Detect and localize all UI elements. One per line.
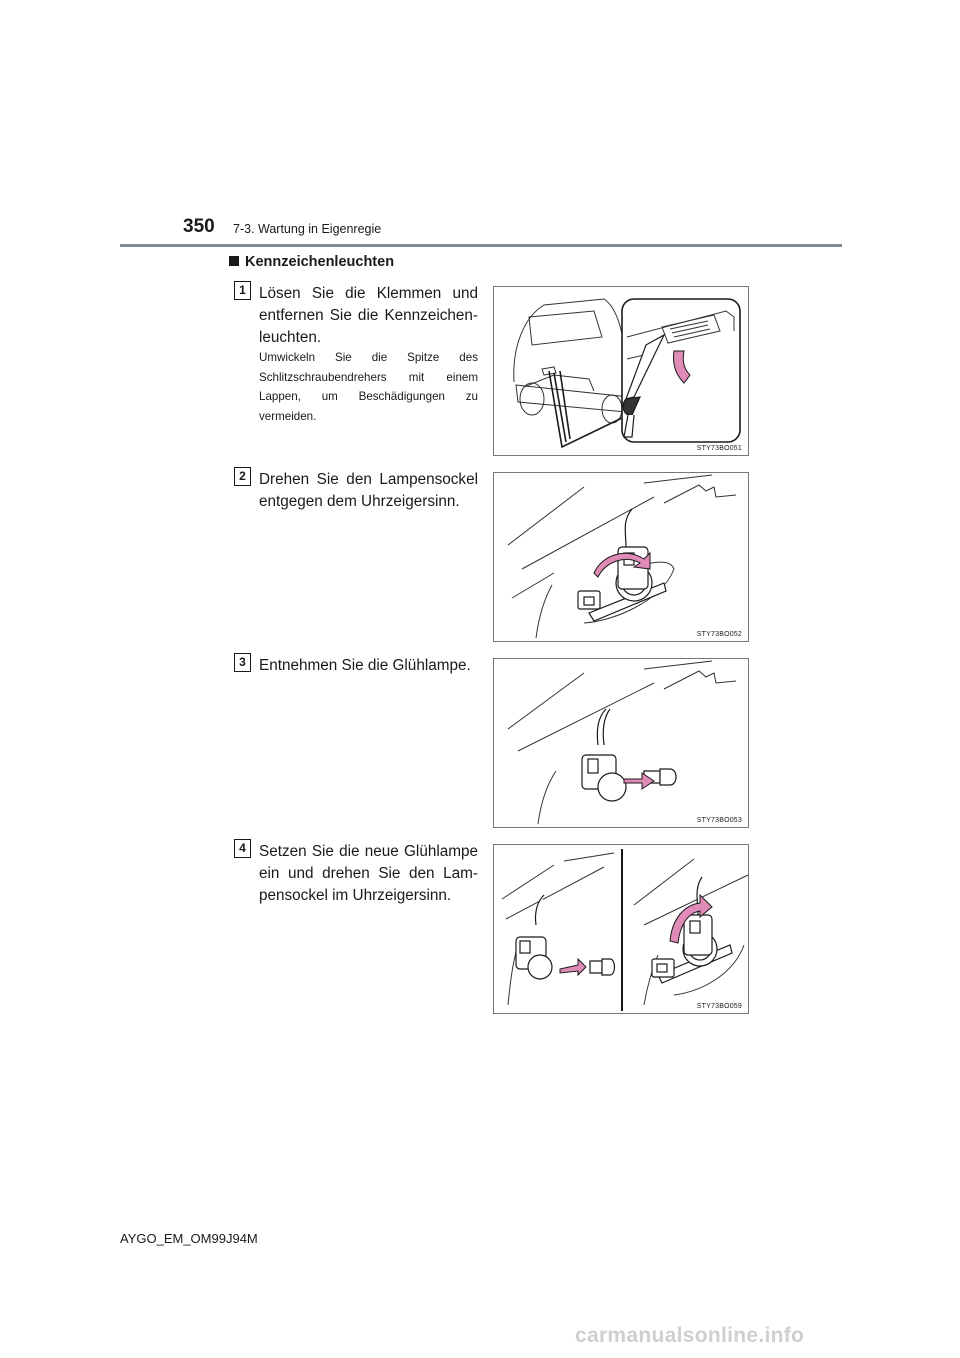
step-3-text: Entnehmen Sie die Glühlampe. [259, 657, 471, 674]
watermark: carmanualsonline.info [575, 1324, 805, 1347]
bulb-removal-illustration [494, 659, 750, 829]
header-rule [120, 244, 842, 247]
step-1-note: Umwickeln Sie die Spitze des Schlitzschraubendrehers mit einem Lappen, um Beschädigungen zu vermeiden. [259, 351, 478, 423]
step-number-4: 4 [234, 839, 251, 858]
figure-step-1 [493, 286, 749, 456]
figure-code: STY73BO052 [696, 631, 742, 638]
step-1-text: Lösen Sie die Klemmen und entfernen Sie die Kennzeichen-leuchten. [259, 285, 478, 346]
step-number-3: 3 [234, 653, 251, 672]
figure-code: STY73BO053 [696, 817, 742, 824]
bulb-install-illustration [494, 845, 750, 1015]
figure-step-2 [493, 472, 749, 642]
bullet-square-icon [229, 256, 239, 266]
step-4-text: Setzen Sie die neue Glühlampe ein und drehen Sie den Lam-pensockel im Uhrzeigersinn. [259, 843, 478, 904]
lamp-socket-ccw-illustration [494, 473, 750, 643]
section-title-text: Kennzeichenleuchten [245, 254, 395, 270]
figure-code: STY73BO059 [696, 1003, 742, 1010]
step-number-2: 2 [234, 467, 251, 486]
document-code: AYGO_EM_OM99J94M [120, 1231, 258, 1246]
section-title [229, 254, 394, 270]
page-number: 350 [183, 216, 215, 237]
car-rear-illustration [494, 287, 750, 457]
chapter-title: 7-3. Wartung in Eigenregie [233, 222, 382, 236]
step-number-1: 1 [234, 281, 251, 300]
figure-code: STY73BO051 [696, 445, 742, 452]
step-2-text: Drehen Sie den Lampensockel entgegen dem Uhrzeigersinn. [259, 471, 478, 510]
figure-step-3 [493, 658, 749, 828]
figure-step-4 [493, 844, 749, 1014]
